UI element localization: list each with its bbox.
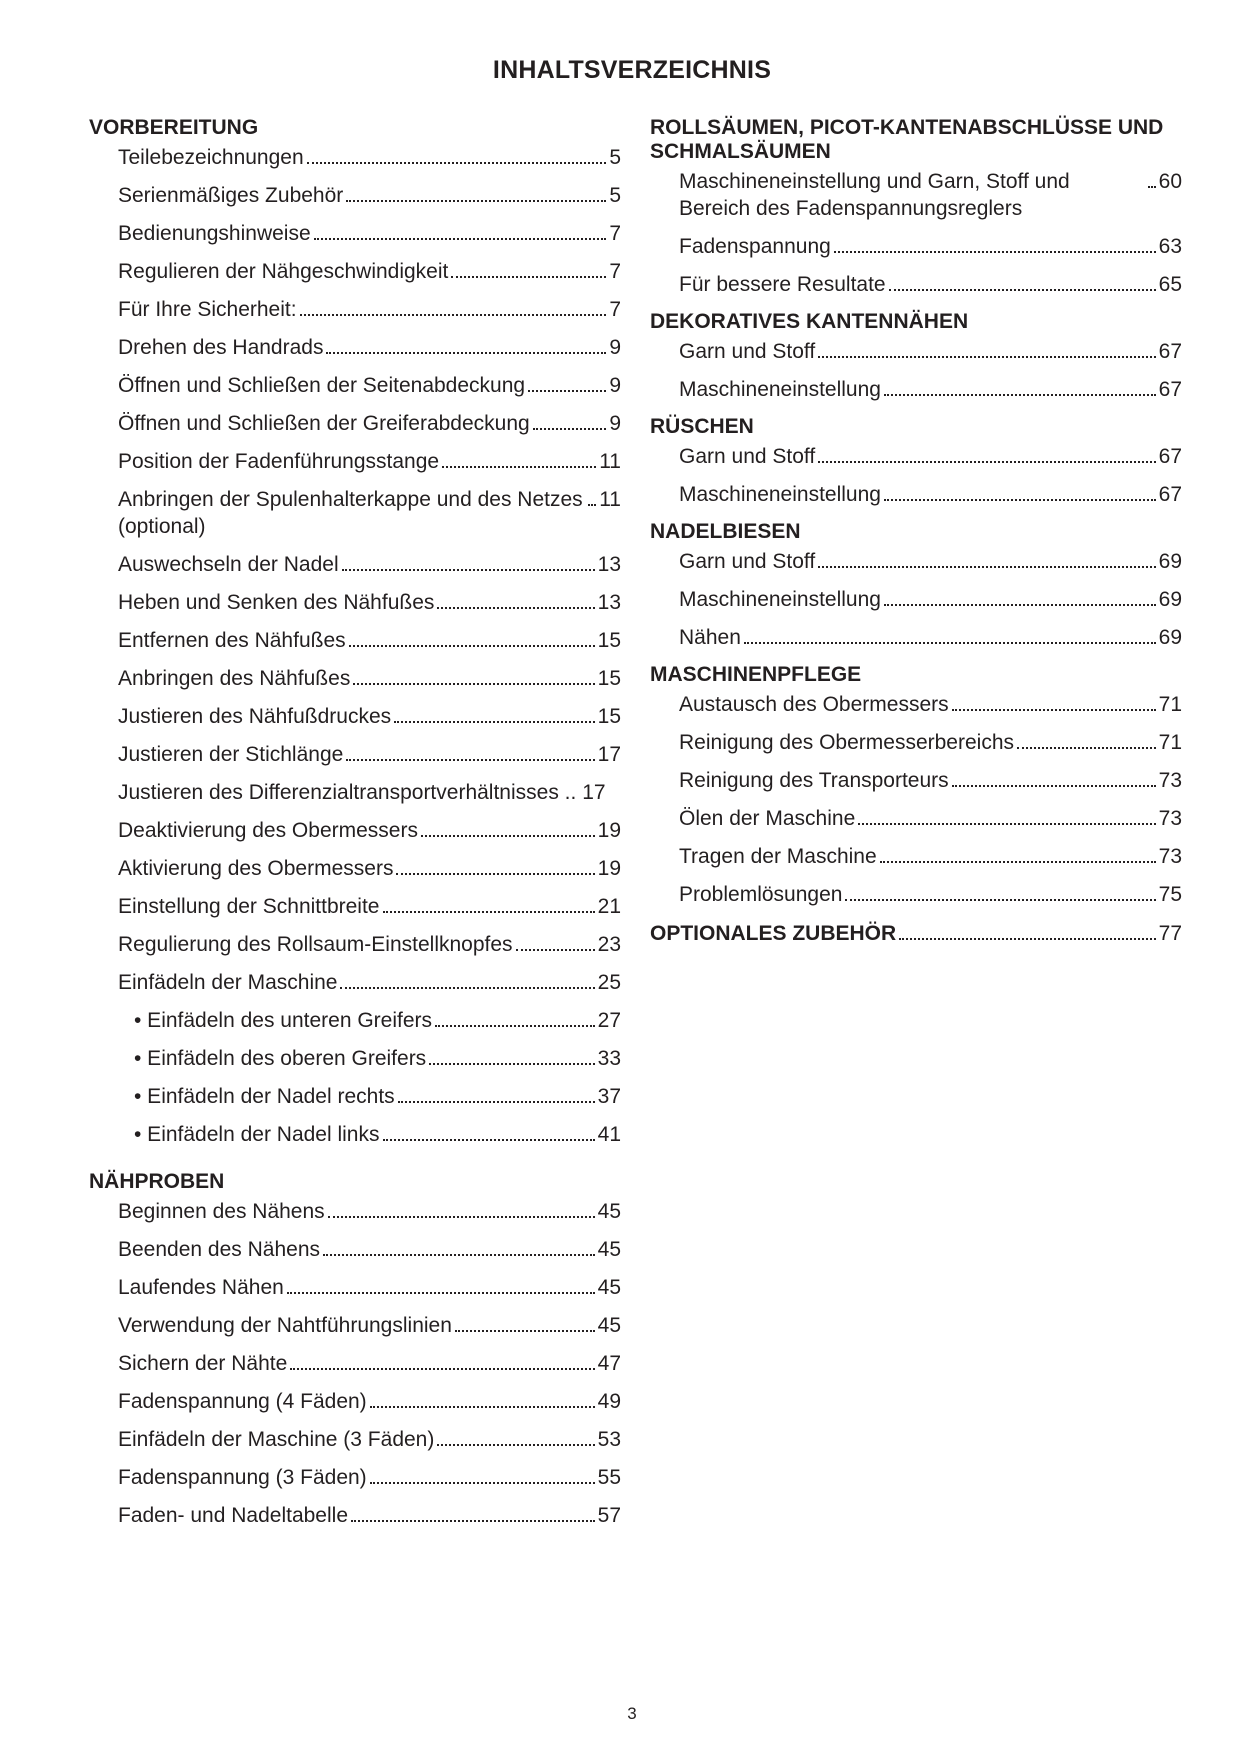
toc-entry[interactable] [118,1274,621,1301]
toc-entry-label: Einfädeln der Maschine [118,971,338,994]
dot-leader [307,162,607,164]
toc-entry-page: 9 [609,336,621,359]
dot-leader [300,314,607,316]
toc-entry[interactable] [118,144,621,171]
toc-entry[interactable] [118,855,621,882]
toc-entry-page: 73 [1158,807,1182,830]
toc-entry-label: Maschineneinstellung und Garn, Stoff und Bereich des Fadenspannungsreglers [679,170,1076,220]
toc-entry[interactable] [118,1350,621,1377]
toc-entry-page: 11 [599,488,621,511]
toc-entry-label: Serienmäßiges Zubehör [118,184,344,207]
dot-leader [818,356,1155,358]
dot-leader [370,1406,595,1408]
toc-subentry[interactable] [134,1007,621,1034]
toc-entry-page: 77 [1158,922,1182,945]
toc-entry-page: 67 [1158,483,1182,506]
toc-entry-label: Laufendes Nähen [118,1276,284,1299]
toc-entry-page: 71 [1158,693,1182,716]
toc-entry-page: 23 [597,933,621,956]
section-heading: NÄHPROBEN [89,1170,225,1193]
section-heading: NADELBIESEN [650,520,801,543]
toc-entry-page: 67 [1158,340,1182,363]
toc-entry[interactable] [118,969,621,996]
toc-entry-page: 15 [597,705,621,728]
dot-leader [884,604,1156,606]
toc-entry[interactable] [118,182,621,209]
toc-entry-label: Für Ihre Sicherheit: [118,298,297,321]
toc-entry-label: Einfädeln der Maschine (3 Fäden) [118,1428,435,1451]
toc-entry-page: 71 [1158,731,1182,754]
dot-leader [314,238,607,240]
toc-entry-label: Öffnen und Schließen der Greiferabdeckung [118,412,530,435]
dot-leader [421,835,595,837]
toc-entry-page: 41 [597,1123,621,1146]
toc-entry-label: Drehen des Handrads [118,336,324,359]
toc-entry-label: Justieren des Differenzialtransportverhältnisses .. [118,781,577,804]
toc-entry-page: 21 [597,895,621,918]
toc-entry-label: Ölen der Maschine [679,807,856,830]
toc-entry[interactable] [679,586,1182,613]
toc-entry[interactable] [679,481,1182,508]
toc-section-rueschen [650,415,1182,508]
dot-leader [394,721,595,723]
toc-entry-page: 17 [597,743,621,766]
toc-entry-label: Auswechseln der Nadel [118,553,339,576]
dot-leader [451,276,606,278]
toc-entry-label: Maschineneinstellung [679,483,881,506]
dot-leader [884,499,1156,501]
toc-entry[interactable] [118,296,621,323]
toc-section-rollsaeumen [650,116,1182,298]
dot-leader [845,899,1155,901]
dot-leader [884,394,1156,396]
toc-entry-label: Garn und Stoff [679,445,816,468]
toc-subentry[interactable] [134,1083,621,1110]
dot-leader [340,987,594,989]
toc-entry[interactable] [118,1426,621,1453]
toc-entry-page: 9 [609,374,621,397]
toc-section-naehproben [89,1170,621,1529]
dot-leader [834,251,1156,253]
toc-right-column [650,116,1182,959]
toc-heading-entry[interactable] [650,920,1182,947]
toc-entry[interactable] [679,338,1182,365]
toc-entry-label: Regulieren der Nähgeschwindigkeit [118,260,449,283]
toc-entry-page: 7 [609,260,621,283]
toc-entry-page: 13 [597,553,621,576]
toc-entry-page: 5 [609,184,621,207]
toc-entry-label: Tragen der Maschine [679,845,877,868]
dot-leader [533,428,607,430]
toc-entry-page: 33 [597,1047,621,1070]
toc-entry-page: 53 [597,1428,621,1451]
toc-section-optionales-zubehoer [650,920,1182,947]
toc-entry-label: Heben und Senken des Nähfußes [118,591,435,614]
toc-entry-page: 27 [597,1009,621,1032]
toc-entry-label: • Einfädeln des oberen Greifers [134,1047,427,1070]
toc-entry-page: 75 [1158,883,1182,906]
section-heading: DEKORATIVES KANTENNÄHEN [650,310,969,333]
toc-entry-page: 15 [597,667,621,690]
toc-entry-label: Für bessere Resultate [679,273,886,296]
dot-leader [952,709,1156,711]
toc-entry-label: • Einfädeln der Nadel links [134,1123,380,1146]
toc-entry-page: 49 [597,1390,621,1413]
toc-entry-page: 13 [597,591,621,614]
toc-entry[interactable] [679,767,1182,794]
dot-leader [437,607,594,609]
toc-entry-page: 67 [1158,445,1182,468]
toc-entry-label: Nähen [679,626,741,649]
dot-leader [588,504,596,506]
toc-entry[interactable] [679,271,1182,298]
toc-entry-label: • Einfädeln der Nadel rechts [134,1085,395,1108]
toc-entry-label: Maschineneinstellung [679,588,881,611]
toc-entry-label: Entfernen des Nähfußes [118,629,346,652]
toc-entry-page: 11 [599,450,621,473]
section-heading: MASCHINENPFLEGE [650,663,862,686]
toc-entry-label: Beenden des Nähens [118,1238,320,1261]
toc-entry-page: 67 [1158,378,1182,401]
toc-entry[interactable] [118,1236,621,1263]
dot-leader [396,873,594,875]
dot-leader [398,1101,595,1103]
section-heading: OPTIONALES ZUBEHÖR [650,922,897,945]
toc-entry-label: Justieren des Nähfußdruckes [118,705,392,728]
toc-entry-page: 5 [609,146,621,169]
toc-entry-label: Reinigung des Transporteurs [679,769,949,792]
dot-leader [442,466,596,468]
toc-entry-page: 7 [609,298,621,321]
toc-entry-page: 73 [1158,845,1182,868]
toc-entry[interactable] [118,741,621,768]
toc-entry-label: Fadenspannung (3 Fäden) [118,1466,367,1489]
toc-entry-label: Beginnen des Nähens [118,1200,325,1223]
page-number: 3 [627,1704,637,1723]
toc-entry[interactable] [118,665,621,692]
dot-leader [899,938,1155,940]
toc-entry-label: Reinigung des Obermesserbereichs [679,731,1015,754]
section-heading: RÜSCHEN [650,415,754,438]
toc-entry-label: Deaktivierung des Obermessers [118,819,418,842]
toc-entry-page: 37 [597,1085,621,1108]
toc-subentry[interactable] [134,1121,621,1148]
toc-entry-page: 65 [1158,273,1182,296]
toc-entry-page: 45 [597,1314,621,1337]
toc-entry[interactable] [118,589,621,616]
toc-entry[interactable] [679,729,1182,756]
toc-entry-page: 19 [597,857,621,880]
toc-entry-label: Einstellung der Schnittbreite [118,895,380,918]
toc-entry[interactable] [679,691,1182,718]
toc-entry[interactable] [118,486,621,540]
toc-entry-label: Garn und Stoff [679,340,816,363]
toc-subentry[interactable] [134,1045,621,1072]
toc-entry[interactable] [118,703,621,730]
toc-entry[interactable] [679,233,1182,260]
toc-entry-page: 25 [597,971,621,994]
toc-entry[interactable] [118,931,621,958]
toc-entry-page: 45 [597,1200,621,1223]
toc-entry-label: Maschineneinstellung [679,378,881,401]
toc-entry-page: 9 [609,412,621,435]
dot-leader [516,949,595,951]
toc-entry-label: Problemlösungen [679,883,843,906]
dot-leader [290,1368,594,1370]
toc-entry-label: Regulierung des Rollsaum-Einstellknopfes [118,933,513,956]
toc-entry-page: 57 [597,1504,621,1527]
toc-entry[interactable] [679,168,1182,222]
toc-entry[interactable] [679,376,1182,403]
toc-entry[interactable] [118,258,621,285]
toc-entry-label: Anbringen der Spulenhalterkappe und des Netzes (optional) [118,488,589,538]
toc-entry-label: Justieren der Stichlänge [118,743,344,766]
dot-leader [880,861,1156,863]
section-heading: VORBEREITUNG [89,116,259,139]
toc-entry-label: Garn und Stoff [679,550,816,573]
toc-entry-page: 55 [597,1466,621,1489]
toc-entry[interactable] [118,372,621,399]
toc-entry-page: 45 [597,1276,621,1299]
toc-entry-page: 69 [1158,626,1182,649]
toc-entry-page: 7 [609,222,621,245]
dot-leader [889,289,1156,291]
toc-entry[interactable] [679,881,1182,908]
toc-entry[interactable] [118,220,621,247]
toc-entry[interactable] [679,843,1182,870]
dot-leader [383,911,595,913]
toc-entry[interactable] [118,817,621,844]
toc-entry-label: • Einfädeln des unteren Greifers [134,1009,433,1032]
dot-leader [287,1292,595,1294]
toc-section-dekoratives-kantennaehen [650,310,1182,403]
dot-leader [349,645,595,647]
dot-leader [323,1254,595,1256]
toc-entry[interactable] [118,334,621,361]
toc-entry[interactable] [679,548,1182,575]
toc-entry[interactable] [118,779,621,806]
dot-leader [429,1063,594,1065]
toc-section-nadelbiesen [650,520,1182,651]
dot-leader [1148,186,1156,188]
toc-entry-label: Bedienungshinweise [118,222,311,245]
dot-leader [326,352,606,354]
dot-leader [435,1025,595,1027]
toc-entry-page: 15 [597,629,621,652]
dot-leader [528,390,606,392]
toc-entry-label: Fadenspannung (4 Fäden) [118,1390,367,1413]
toc-entry[interactable] [118,893,621,920]
toc-entry-label: Anbringen des Nähfußes [118,667,351,690]
toc-entry-page: 47 [597,1352,621,1375]
toc-entry-label: Position der Fadenführungsstange [118,450,440,473]
toc-entry[interactable] [118,1198,621,1225]
section-heading: ROLLSÄUMEN, PICOT-KANTENABSCHLÜSSE UND SCHMALSÄUMEN [650,116,1164,163]
toc-entry[interactable] [118,1464,621,1491]
toc-entry-page: 69 [1158,550,1182,573]
toc-entry[interactable] [679,805,1182,832]
toc-entry-label: Fadenspannung [679,235,831,258]
toc-entry-page: 63 [1158,235,1182,258]
dot-leader [1017,747,1156,749]
dot-leader [744,642,1156,644]
dot-leader [346,759,594,761]
toc-entry-label: Aktivierung des Obermessers [118,857,394,880]
dot-leader [383,1139,595,1141]
dot-leader [351,1520,595,1522]
toc-entry-label: Austausch des Obermessers [679,693,949,716]
page-title: INHALTSVERZEICHNIS [492,56,772,84]
toc-section-vorbereitung [89,116,621,1148]
dot-leader [818,461,1155,463]
toc-entry-page: 60 [1158,170,1182,193]
dot-leader [328,1216,595,1218]
toc-entry-label: Öffnen und Schließen der Seitenabdeckung [118,374,526,397]
toc-entry-page: 69 [1158,588,1182,611]
dot-leader [437,1444,594,1446]
dot-leader [952,785,1156,787]
toc-entry[interactable] [118,1388,621,1415]
toc-entry[interactable] [118,1502,621,1529]
dot-leader [818,566,1155,568]
dot-leader [858,823,1155,825]
toc-entry[interactable] [679,624,1182,651]
toc-entry-label: Teilebezeichnungen [118,146,304,169]
dot-leader [455,1330,595,1332]
toc-entry-label: Faden- und Nadeltabelle [118,1504,348,1527]
toc-entry-page: 45 [597,1238,621,1261]
toc-entry-label: Verwendung der Nahtführungslinien [118,1314,452,1337]
dot-leader [346,200,606,202]
toc-left-column [89,116,621,1541]
toc-entry-page: 17 [582,781,606,804]
dot-leader [370,1482,595,1484]
toc-entry[interactable] [118,448,621,475]
toc-entry[interactable] [679,443,1182,470]
dot-leader [342,569,595,571]
toc-entry[interactable] [118,551,621,578]
toc-section-maschinenpflege [650,663,1182,908]
dot-leader [353,683,594,685]
toc-entry-label: Sichern der Nähte [118,1352,288,1375]
toc-entry-page: 19 [597,819,621,842]
toc-entry[interactable] [118,1312,621,1339]
toc-entry[interactable] [118,410,621,437]
toc-entry-page: 73 [1158,769,1182,792]
toc-entry[interactable] [118,627,621,654]
